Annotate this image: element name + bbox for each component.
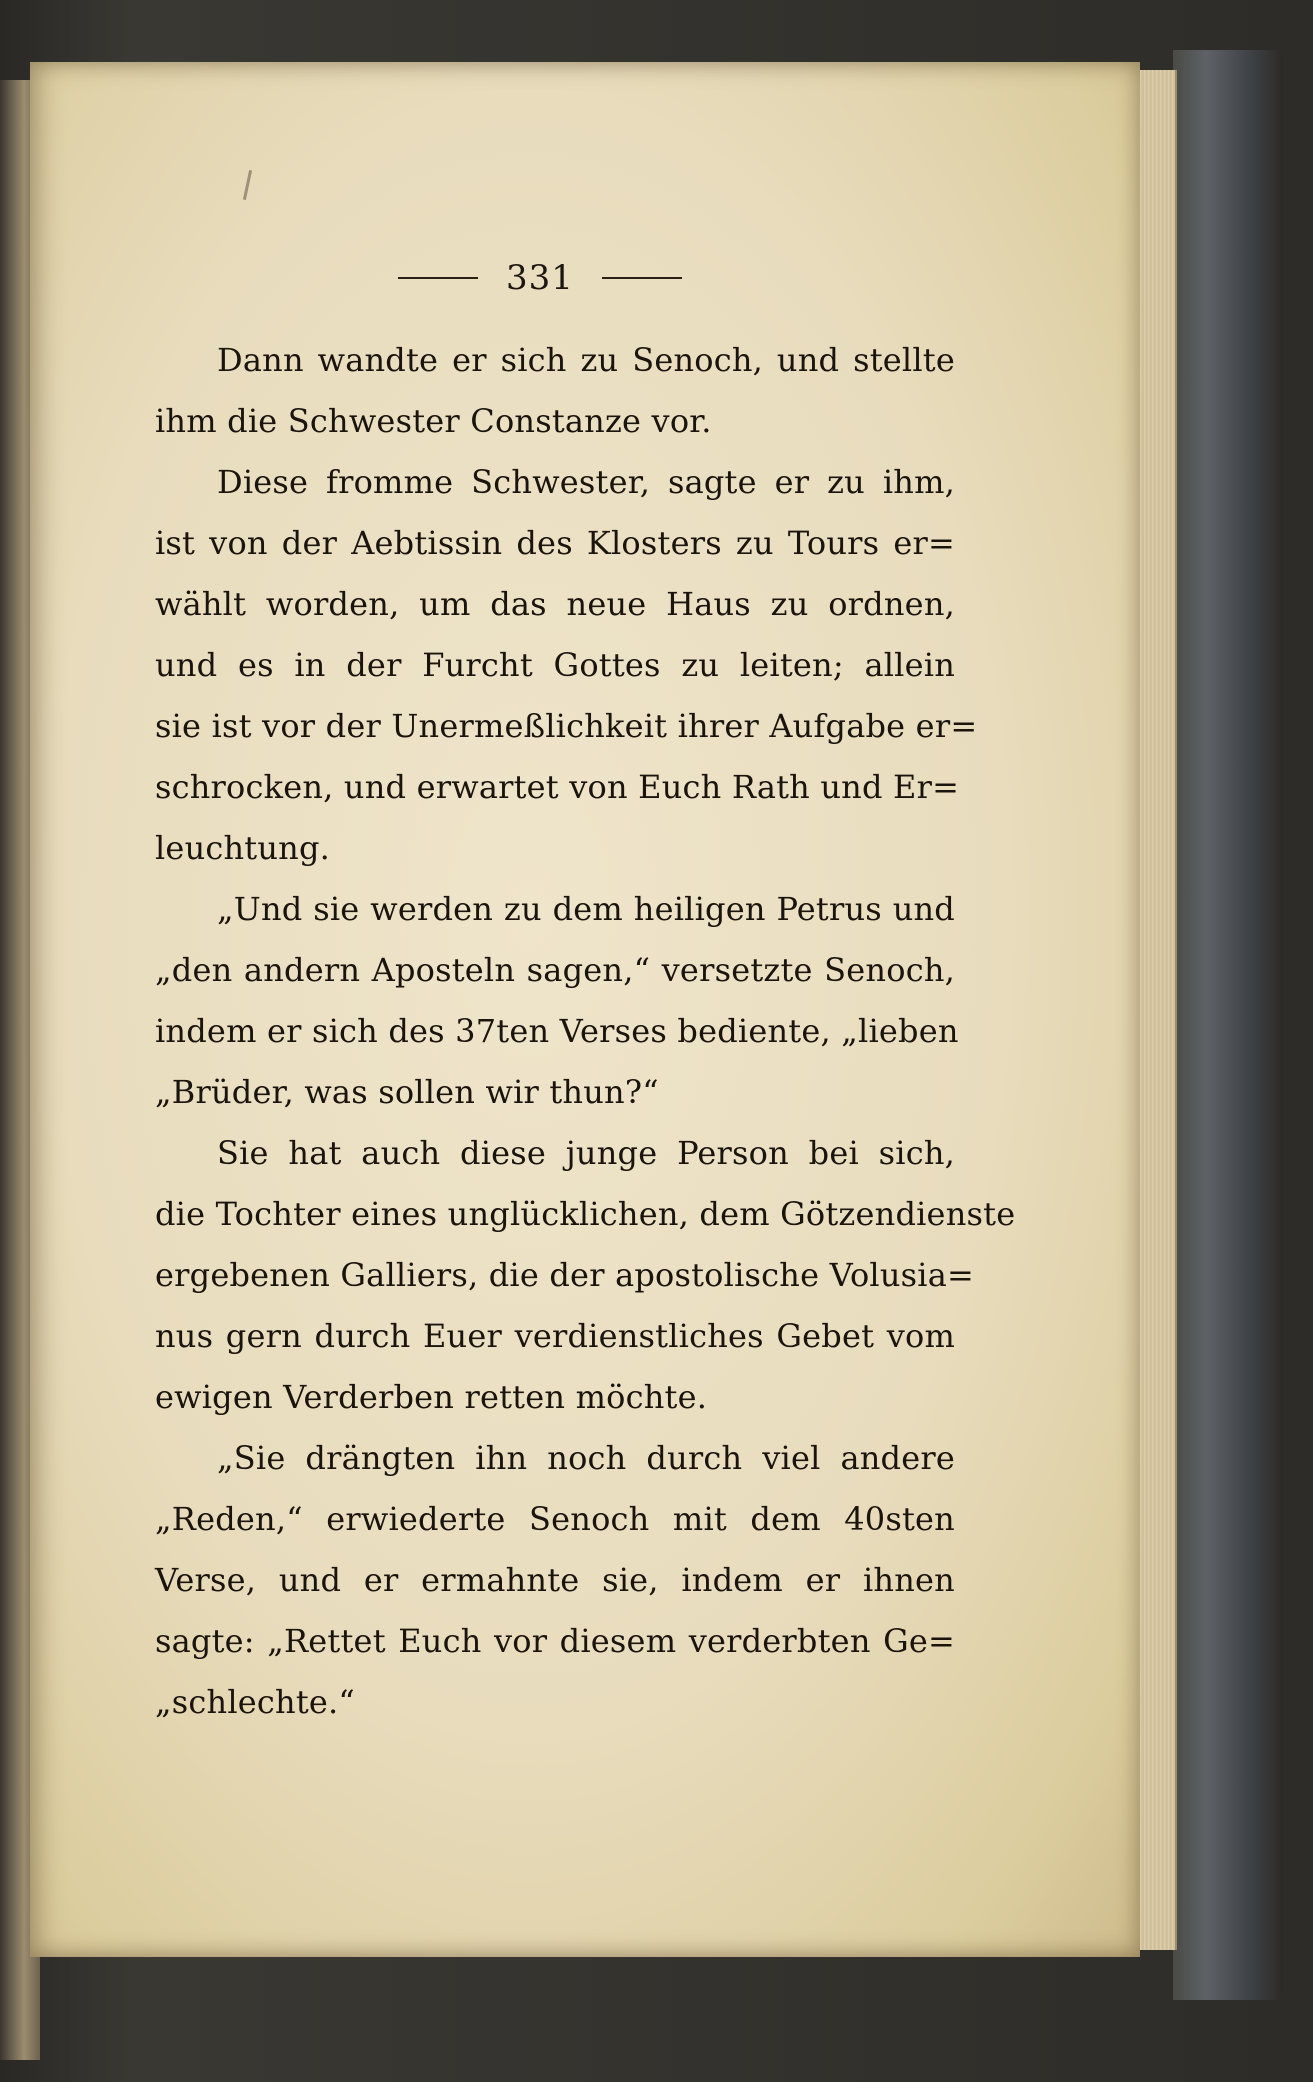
- text-line: ist von der Aebtissin des Klosters zu Tours er=: [155, 524, 955, 562]
- text-line: „schlechte.“: [155, 1683, 355, 1721]
- header-rule-right: [602, 277, 682, 279]
- text-line: Verse, und er ermahnte sie, indem er ihnen: [155, 1561, 955, 1599]
- text-line: die Tochter eines unglücklichen, dem Götzendienste: [155, 1195, 1016, 1233]
- text-line: indem er sich des 37ten Verses bediente, „lieben: [155, 1012, 959, 1050]
- text-line: „Brüder, was sollen wir thun?“: [155, 1073, 659, 1111]
- text-line: leuchtung.: [155, 829, 331, 867]
- header-rule-left: [398, 277, 478, 279]
- text-line: sie ist vor der Unermeßlichkeit ihrer Aufgabe er=: [155, 707, 978, 745]
- text-line: Dann wandte er sich zu Senoch, und stellte: [217, 341, 955, 379]
- text-line: nus gern durch Euer verdienstliches Gebet vom: [155, 1317, 955, 1355]
- text-line: und es in der Furcht Gottes zu leiten; allein: [155, 646, 955, 684]
- text-line: „Reden,“ erwiederte Senoch mit dem 40sten: [155, 1500, 955, 1538]
- text-line: schrocken, und erwartet von Euch Rath und Er=: [155, 768, 960, 806]
- text-line: ergebenen Galliers, die der apostolische Volusia=: [155, 1256, 975, 1294]
- text-line: „den andern Aposteln sagen,“ versetzte Senoch,: [155, 951, 955, 989]
- text-line: ewigen Verderben retten möchte.: [155, 1378, 708, 1416]
- body-text: [155, 330, 1016, 1733]
- text-line: ihm die Schwester Constanze vor.: [155, 402, 712, 440]
- text-line: wählt worden, um das neue Haus zu ordnen,: [155, 585, 955, 623]
- text-line: sagte: „Rettet Euch vor diesem verderbten Ge=: [155, 1622, 955, 1660]
- page-number: 331: [506, 258, 574, 298]
- text-line: Sie hat auch diese junge Person bei sich,: [217, 1134, 955, 1172]
- text-line: Diese fromme Schwester, sagte er zu ihm,: [217, 463, 955, 501]
- text-line: „Und sie werden zu dem heiligen Petrus und: [217, 890, 955, 928]
- text-line: „Sie drängten ihn noch durch viel andere: [217, 1439, 955, 1477]
- back-cover-edge: [1173, 50, 1283, 2000]
- page-header: [380, 256, 700, 300]
